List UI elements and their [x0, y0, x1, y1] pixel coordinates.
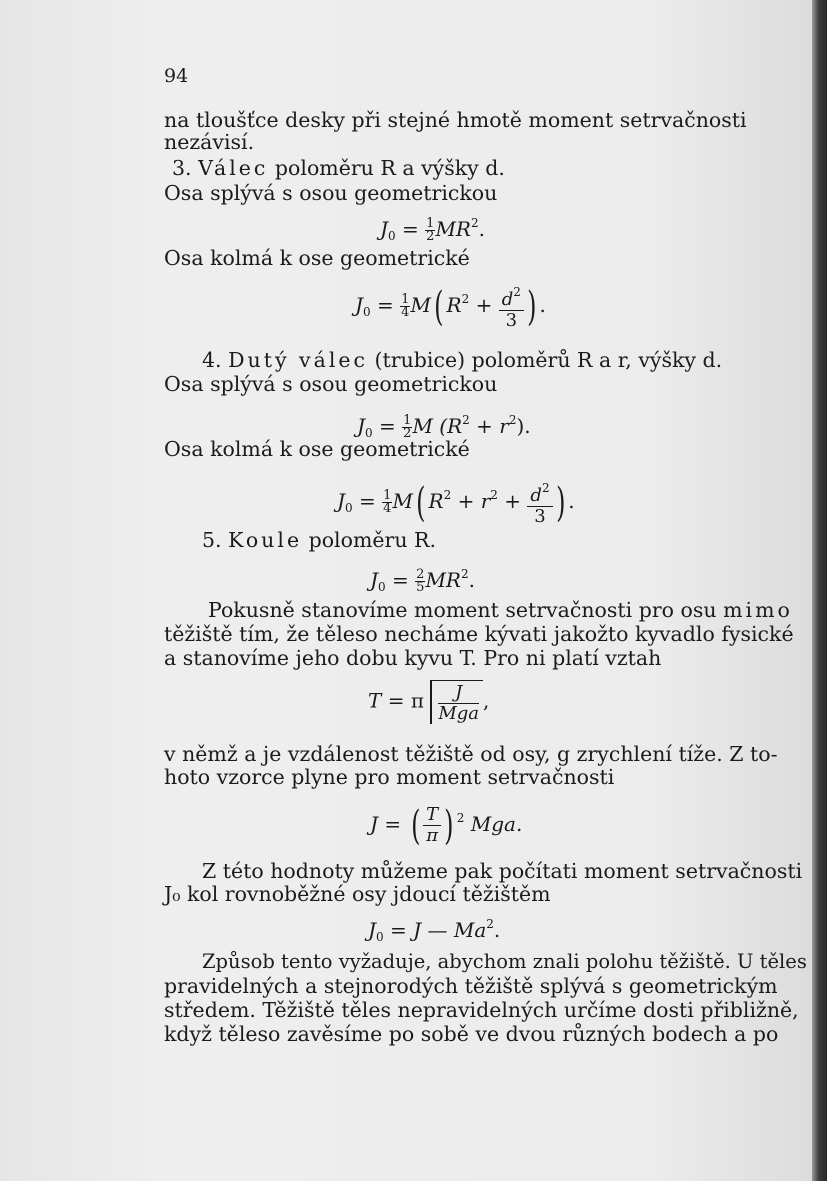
text-line-stredem: středem. Těžiště těles nepravidelných určíme dosti přibližně, [164, 998, 799, 1022]
page-edge-shadow [812, 0, 827, 1181]
text-line-z-teto: Z této hodnoty můžeme pak počítati moment setrvačnosti [202, 859, 803, 883]
section-5-heading [202, 528, 775, 552]
text-line-kdyz: když těleso zavěsíme po sobě ve dvou různých bodech a po [164, 1022, 779, 1046]
text-line-osa-1: Osa splývá s osou geometrickou [164, 181, 498, 205]
formula-4: $J_0$ = $\frac{1}{4}$ M( $R^2 + r^2$ + $\frac{d^2}{3}$ ) . [337, 479, 575, 527]
formula-3: $J_0$ = $\frac{1}{2}$ M $(R^2 + r^2)$. [357, 413, 531, 441]
text-line-j0-kol: J₀ kol rovnoběžné osy jdoucí těžištěm [164, 882, 551, 906]
section-5-rest: poloměru R. [302, 528, 436, 552]
text-line-osa-4: Osa kolmá k ose geometrické [164, 437, 470, 461]
text-line-v-nemz: v němž a je vzdálenost těžiště od osy, g zrychlení tíže. Z to- [164, 742, 778, 766]
text-line-pokusne: Pokusně stanovíme moment setrvačnosti pro osu mimo [208, 598, 793, 622]
formula-1: $J_0$ = $\frac{1}{2}$ $MR^2$. [380, 216, 485, 244]
section-3-rest: poloměru R a výšky d. [268, 156, 505, 180]
section-5-title: Koule [228, 528, 303, 552]
section-3-number: 3. [172, 156, 199, 180]
section-4-rest: (trubice) poloměrů R a r, výšky d. [368, 348, 723, 372]
section-3-title: Válec [198, 156, 269, 180]
text-line-1: na tloušťce desky při stejné hmotě moment setrvačnosti [164, 108, 747, 132]
section-5-number: 5. [202, 528, 229, 552]
text-line-pravidelnych: pravidelných a stejnorodých těžiště splývá s geometrickým [164, 974, 778, 998]
formula-6: T = π J Mga , [368, 682, 490, 724]
text-line-zpusob: Způsob tento vyžaduje, abychom znali polohu těžiště. U těles [202, 950, 807, 973]
text-line-osa-3: Osa splývá s osou geometrickou [164, 372, 498, 396]
page-number: 94 [164, 65, 189, 87]
section-4-number: 4. [202, 348, 229, 372]
section-4-title: Dutý válec [228, 348, 369, 372]
sqrt-sign: J Mga [430, 680, 483, 724]
text-line-hoto: hoto vzorce plyne pro moment setrvačnosti [164, 765, 615, 789]
formula-8: $J_0 = J$ — Ma$^2$. [368, 917, 501, 944]
text-line-doba-kyvu: a stanovíme jeho dobu kyvu T. Pro ni platí vztah [164, 646, 662, 670]
section-4-heading [202, 348, 737, 372]
formula-2: $J_0$ = $\frac{1}{4}$ M( $R^2$ + $\frac{d^2}{3}$ ) . [355, 283, 546, 331]
text-line-2: nezávisí. [164, 130, 255, 154]
section-3-heading [172, 156, 745, 180]
text-line-teziste: těžiště tím, že těleso necháme kývati jakožto kyvadlo fysické [164, 622, 794, 646]
formula-7: J = ( $\frac{T}{\pi}$ ) $^2$ Mga. [370, 802, 523, 849]
formula-5: $J_0$ = $\frac{2}{5}$ $MR^2$. [370, 567, 475, 595]
text-line-osa-2: Osa kolmá k ose geometrické [164, 246, 470, 270]
